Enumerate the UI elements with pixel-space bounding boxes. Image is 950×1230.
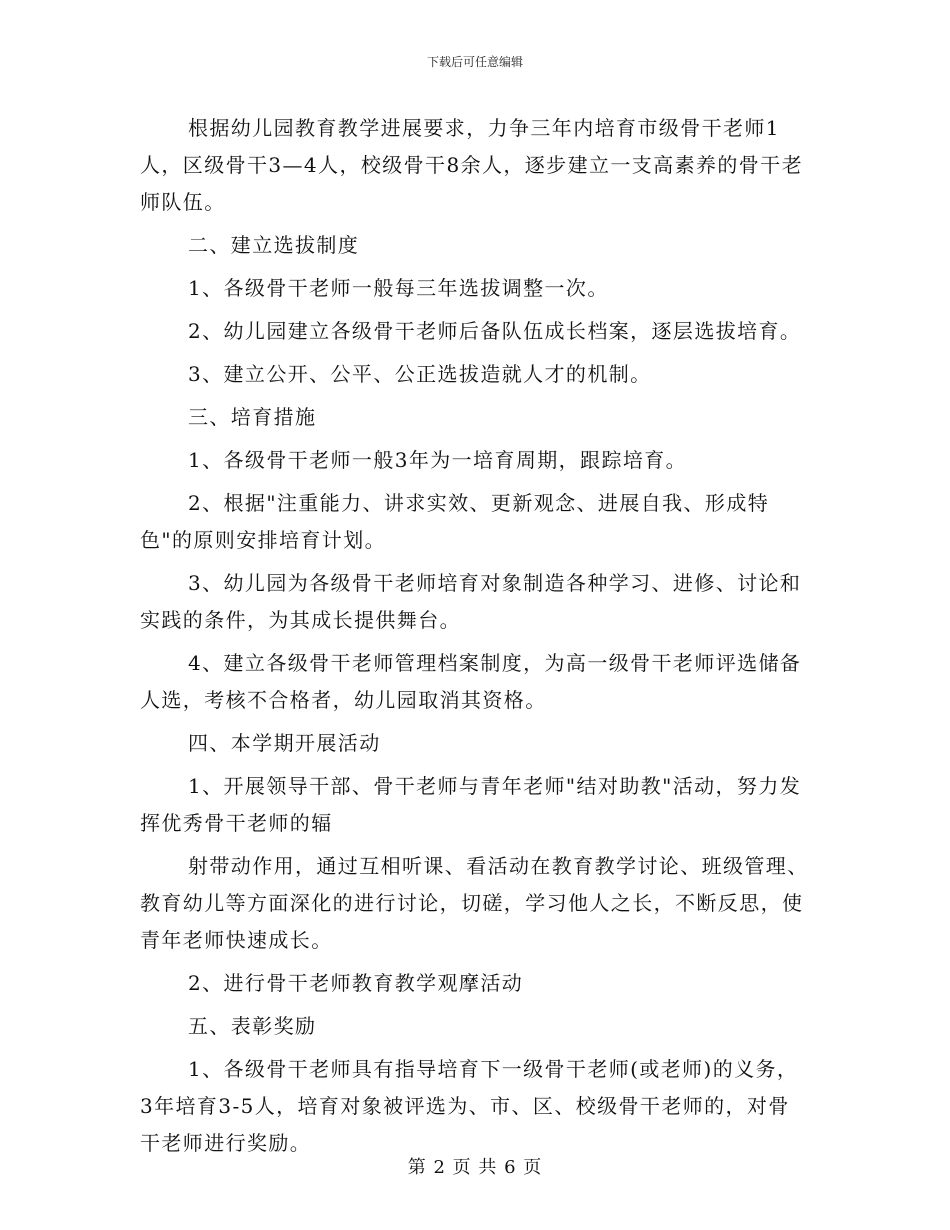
paragraph: 3、幼儿园为各级骨干老师培育对象制造各种学习、进修、讨论和实践的条件，为其成长提供舞台。: [140, 571, 802, 632]
paragraph: 1、各级骨干老师具有指导培育下一级骨干老师(或老师)的义务，3年培育3-5人，培育对象被评选为、市、区、校级骨干老师的，对骨干老师进行奖励。: [140, 1057, 799, 1155]
section-heading: 五、表彰奖励: [188, 1014, 317, 1038]
paragraph: 1、各级骨干老师一般每三年选拔调整一次。: [188, 276, 609, 300]
paragraph: 3、建立公开、公平、公正选拔造就人才的机制。: [188, 362, 652, 386]
section-heading: 二、建立选拔制度: [188, 233, 360, 257]
page-header: 下载后可任意编辑: [426, 55, 523, 69]
paragraph: 根据幼儿园教育教学进展要求，力争三年内培育市级骨干老师1人，区级骨干3—4人，校级骨干8余人，逐步建立一支高素养的骨干老师队伍。: [140, 116, 803, 214]
paragraph: 2、进行骨干老师教育教学观摩活动: [188, 971, 524, 995]
paragraph: 2、幼儿园建立各级骨干老师后备队伍成长档案，逐层选拔培育。: [188, 319, 802, 343]
section-heading: 四、本学期开展活动: [188, 731, 381, 755]
paragraph: 1、开展领导干部、骨干老师与青年老师"结对助教"活动，努力发挥优秀骨干老师的辐: [140, 774, 802, 835]
document-body: [140, 110, 810, 1162]
paragraph: 4、建立各级骨干老师管理档案制度，为高一级骨干老师评选储备人选，考核不合格者，幼儿园取消其资格。: [140, 651, 802, 712]
paragraph: 2、根据"注重能力、讲求实效、更新观念、进展自我、形成特色"的原则安排培育计划。: [140, 491, 770, 552]
page-footer: 第 2 页 共 6 页: [407, 1157, 543, 1178]
paragraph: 1、各级骨干老师一般3年为一培育周期，跟踪培育。: [188, 448, 688, 472]
section-heading: 三、培育措施: [188, 405, 317, 429]
paragraph: 射带动作用，通过互相听课、看活动在教育教学讨论、班级管理、教育幼儿等方面深化的进行讨论，切磋，学习他人之长，不断反思，使青年老师快速成长。: [140, 854, 809, 952]
